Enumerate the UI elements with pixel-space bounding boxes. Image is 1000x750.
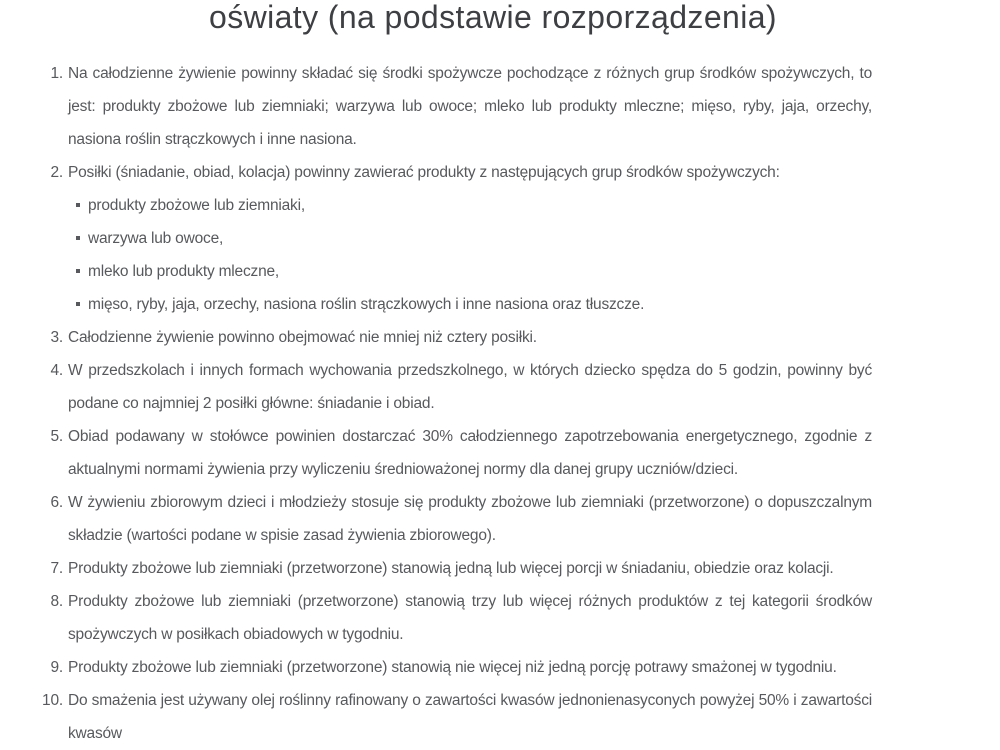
- bullet-text: produkty zbożowe lub ziemniaki,: [88, 197, 305, 214]
- bullet-square-icon: [76, 236, 80, 240]
- item-text: W przedszkolach i innych formach wychowania przedszkolnego, w których dziecko spędza do 5 godzin, powinny być podane co najmniej 2 posiłki główne: śniadanie i obiad.: [68, 362, 872, 412]
- list-item: [50, 651, 872, 684]
- list-item: [42, 684, 872, 750]
- item-number: 10.: [42, 692, 63, 709]
- list-item: [50, 156, 872, 321]
- bullet-square-icon: [76, 203, 80, 207]
- page-title-clip-region: [0, 0, 1000, 36]
- bullet-item: [68, 222, 872, 255]
- bullet-text: mięso, ryby, jaja, orzechy, nasiona roślin strączkowych i inne nasiona oraz tłuszcze.: [88, 296, 645, 313]
- item-text: W żywieniu zbiorowym dzieci i młodzieży stosuje się produkty zbożowe lub ziemniaki (przetworzone) o dopuszczalnym składzie (wartości podane w spisie zasad żywienia zbiorowego).: [68, 494, 872, 544]
- bullet-item: [68, 255, 872, 288]
- list-item: [50, 585, 872, 651]
- item-text: Obiad podawany w stołówce powinien dostarczać 30% całodziennego zapotrzebowania energetycznego, zgodnie z aktualnymi normami żywienia przy wyliczeniu średnioważonej normy dla danej grupy uczniów/dzieci.: [68, 428, 872, 478]
- list-item: [50, 57, 872, 156]
- list-item: [50, 354, 872, 420]
- list-item: [50, 420, 872, 486]
- item-text: Produkty zbożowe lub ziemniaki (przetworzone) stanowią trzy lub więcej różnych produktów z tej kategorii środków spożywczych w posiłkach obiadowych w tygodniu.: [68, 593, 872, 643]
- bullet-item: [68, 189, 872, 222]
- item-number: 1.: [50, 65, 63, 82]
- item-text: Na całodzienne żywienie powinny składać się środki spożywcze pochodzące z różnych grup środków spożywczych, to jest: produkty zbożowe lub ziemniaki; warzywa lub owoce; mleko lub produkty mleczne; mięso, ryby, jaja, orzechy, nasiona roślin strączkowych i inne nasiona.: [68, 65, 872, 148]
- sub-bullet-list: [68, 189, 872, 321]
- item-number: 3.: [50, 329, 63, 346]
- item-number: 8.: [50, 593, 63, 610]
- bullet-square-icon: [76, 302, 80, 306]
- item-number: 7.: [50, 560, 63, 577]
- bullet-text: mleko lub produkty mleczne,: [88, 263, 280, 280]
- item-number: 4.: [50, 362, 63, 379]
- item-text: Produkty zbożowe lub ziemniaki (przetworzone) stanowią jedną lub więcej porcji w śniadaniu, obiedzie oraz kolacji.: [68, 560, 834, 577]
- bullet-text: warzywa lub owoce,: [88, 230, 224, 247]
- list-item: [50, 321, 872, 354]
- item-number: 6.: [50, 494, 63, 511]
- bullet-item: [68, 288, 872, 321]
- list-item: [50, 486, 872, 552]
- item-text: Produkty zbożowe lub ziemniaki (przetworzone) stanowią nie więcej niż jedną porcję potrawy smażonej w tygodniu.: [68, 659, 837, 676]
- list-item: [50, 552, 872, 585]
- rules-list: [42, 57, 872, 750]
- item-text: Posiłki (śniadanie, obiad, kolacja) powinny zawierać produkty z następujących grup środków spożywczych:: [68, 164, 780, 181]
- item-text: Całodzienne żywienie powinno obejmować nie mniej niż cztery posiłki.: [68, 329, 537, 346]
- item-number: 9.: [50, 659, 63, 676]
- bullet-square-icon: [76, 269, 80, 273]
- item-text: Do smażenia jest używany olej roślinny rafinowany o zawartości kwasów jednonienasyconych powyżej 50% i zawartości kwasów: [68, 692, 872, 742]
- item-number: 2.: [50, 164, 63, 181]
- page-title: oświaty (na podstawie rozporządzenia): [209, 0, 777, 36]
- item-number: 5.: [50, 428, 63, 445]
